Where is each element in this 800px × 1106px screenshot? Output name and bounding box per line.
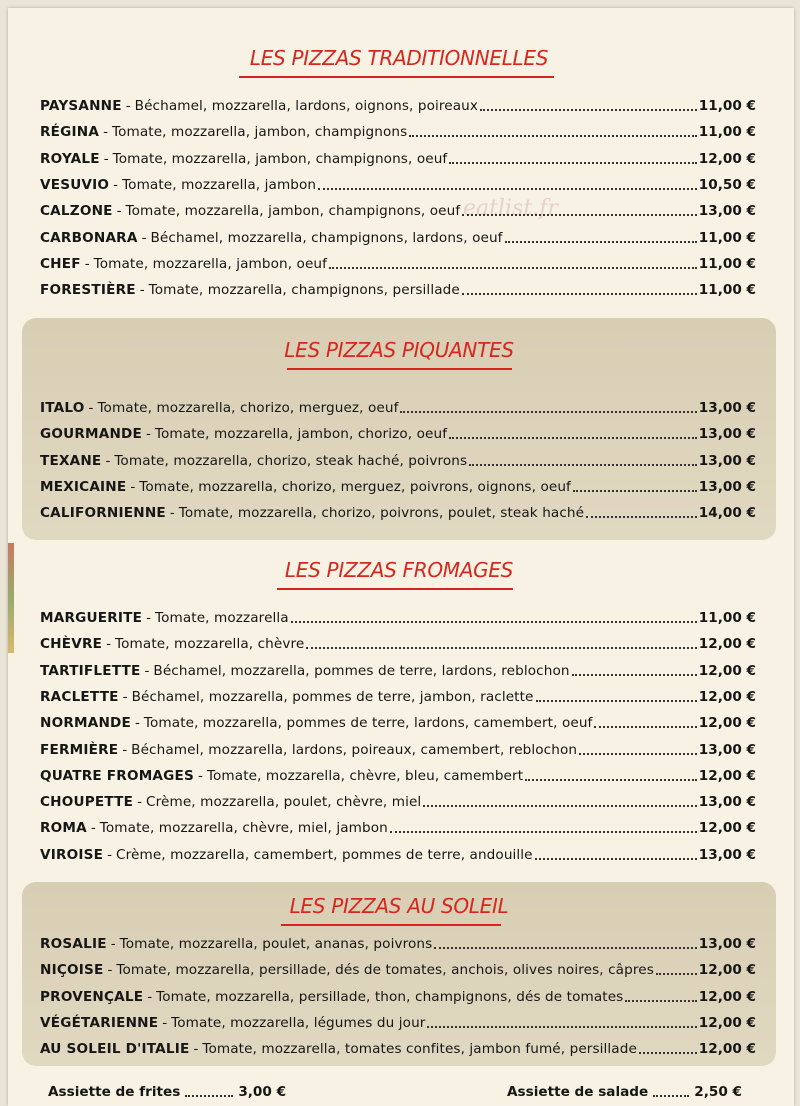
item-description: Béchamel, mozzarella, lardons, oignons, poireaux — [134, 98, 479, 114]
item-price: 12,00 € — [698, 988, 756, 1005]
item-price: 12,00 € — [698, 820, 756, 837]
item-price: 13,00 € — [698, 478, 756, 495]
item-price: 11,00 € — [698, 124, 756, 141]
item-description: Tomate, mozzarella, chèvre, miel, jambon — [99, 820, 388, 837]
item-name: AU SOLEIL D'ITALIE — [40, 1041, 190, 1058]
item-separator: - — [105, 452, 111, 469]
item-separator: - — [103, 124, 108, 141]
leader-dots — [480, 108, 697, 111]
item-separator: - — [146, 426, 151, 443]
item-name: QUATRE FROMAGES — [40, 767, 194, 784]
item-description: Béchamel, mozzarella, pommes de terre, jambon, raclette — [131, 688, 534, 705]
item-price: 11,00 € — [698, 255, 756, 272]
page-edge-decoration — [8, 543, 14, 653]
item-separator: - — [141, 229, 147, 246]
menu-item — [40, 736, 756, 758]
item-price: 12,00 € — [698, 150, 756, 167]
menu-item — [40, 499, 756, 521]
item-name: RACLETTE — [40, 688, 119, 705]
item-price: 12,00 € — [698, 1014, 756, 1031]
menu-item — [40, 683, 756, 705]
item-description: Béchamel, mozzarella, lardons, poireaux, camembert, reblochon — [131, 741, 578, 758]
leader-dots — [525, 778, 697, 781]
item-separator: - — [193, 1041, 199, 1058]
item-price: 12,00 € — [698, 962, 756, 979]
watermark: eatlist.fr — [463, 196, 558, 221]
item-description: Tomate, mozzarella, chèvre — [115, 636, 305, 653]
item-price: 12,00 € — [698, 636, 756, 653]
item-price: 12,00 € — [698, 715, 756, 732]
item-description: Tomate, mozzarella, jambon — [122, 176, 317, 193]
item-name: CALIFORNIENNE — [40, 505, 166, 522]
item-separator: - — [122, 688, 128, 705]
side-label: Assiette de frites — [48, 1084, 181, 1100]
item-name: RÉGINA — [40, 124, 100, 141]
menu-item — [40, 814, 756, 836]
menu-item — [40, 447, 756, 469]
menu-item — [40, 197, 756, 219]
item-name: MARGUERITE — [40, 610, 143, 626]
item-name: ROMA — [40, 820, 87, 837]
menu-item — [40, 145, 756, 167]
item-description: Tomate, mozzarella, persillade, thon, champignons, dés de tomates — [156, 988, 624, 1005]
item-name: MEXICAINE — [40, 478, 127, 495]
section-title: LES PIZZAS PIQUANTES — [284, 338, 514, 362]
item-price: 14,00 € — [698, 505, 756, 522]
leader-dots — [318, 187, 697, 190]
item-separator: - — [135, 715, 140, 732]
leader-dots — [505, 240, 697, 243]
leader-dots — [434, 946, 696, 949]
leader-dots — [536, 699, 697, 702]
item-price: 11,00 € — [698, 229, 756, 246]
side-salade — [507, 1080, 742, 1100]
item-description: Tomate, mozzarella, jambon, champignons — [111, 124, 408, 141]
item-separator: - — [122, 741, 128, 758]
leader-dots — [462, 213, 697, 216]
item-price: 12,00 € — [698, 662, 756, 679]
item-price: 13,00 € — [698, 794, 756, 811]
item-separator: - — [144, 662, 150, 679]
item-description: Béchamel, mozzarella, champignons, lardons, oeuf — [150, 229, 503, 246]
menu-item — [40, 762, 756, 784]
title-underline — [277, 588, 513, 590]
leader-dots — [594, 725, 696, 728]
menu-item — [40, 171, 756, 193]
item-name: CHOUPETTE — [40, 794, 134, 811]
leader-dots — [390, 830, 697, 833]
item-separator: - — [107, 962, 113, 979]
menu-item — [40, 473, 756, 495]
leader-dots — [625, 999, 696, 1002]
item-price: 13,00 € — [698, 400, 756, 416]
item-name: ITALO — [40, 400, 85, 416]
leader-dots — [449, 436, 697, 439]
leader-dots — [449, 161, 696, 164]
title-underline — [281, 924, 501, 926]
menu-item — [40, 983, 756, 1005]
item-name: NORMANDE — [40, 715, 131, 732]
side-price: 2,50 € — [694, 1084, 742, 1100]
leader-dots — [400, 410, 696, 413]
leader-dots — [469, 463, 697, 466]
item-name: TARTIFLETTE — [40, 662, 141, 679]
item-name: FORESTIÈRE — [40, 282, 136, 299]
item-name: ROYALE — [40, 150, 100, 167]
item-price: 13,00 € — [698, 426, 756, 443]
item-separator: - — [90, 820, 96, 837]
section-traditionnelles — [22, 40, 776, 310]
item-description: Tomate, mozzarella, persillade, dés de tomates, anchois, olives noires, câpres — [116, 962, 654, 979]
item-price: 13,00 € — [698, 936, 756, 952]
item-description: Tomate, mozzarella, jambon, oeuf — [93, 255, 328, 272]
item-name: CARBONARA — [40, 229, 138, 246]
title-underline — [287, 368, 512, 370]
section-fromages — [22, 548, 776, 868]
leader-dots — [291, 620, 697, 623]
leader-dots — [656, 972, 697, 975]
menu-item — [40, 250, 756, 272]
item-description: Béchamel, mozzarella, pommes de terre, lardons, reblochon — [153, 662, 570, 679]
item-description: Crème, mozzarella, poulet, chèvre, miel — [146, 794, 422, 811]
leader-dots — [329, 266, 697, 269]
item-separator: - — [116, 203, 122, 220]
side-label: Assiette de salade — [507, 1084, 649, 1100]
item-separator: - — [169, 505, 175, 522]
leader-dots — [573, 489, 697, 492]
item-name: NIÇOISE — [40, 962, 104, 979]
item-separator: - — [162, 1014, 168, 1031]
item-separator: - — [130, 478, 136, 495]
item-separator: - — [113, 176, 119, 193]
item-description: Crème, mozzarella, camembert, pommes de terre, andouille — [116, 846, 533, 863]
section-title: LES PIZZAS AU SOLEIL — [289, 894, 509, 918]
item-description: Tomate, mozzarella, pommes de terre, lardons, camembert, oeuf — [143, 715, 593, 732]
item-separator: - — [125, 98, 131, 114]
item-price: 12,00 € — [698, 688, 756, 705]
item-price: 11,00 € — [698, 610, 756, 626]
menu-item — [40, 276, 756, 298]
item-name: VESUVIO — [40, 176, 110, 193]
leader-dots — [535, 857, 697, 860]
item-description: Tomate, mozzarella, chorizo, steak haché, poivrons — [114, 452, 468, 469]
item-price: 10,50 € — [698, 176, 756, 193]
item-price: 13,00 € — [698, 452, 756, 469]
menu-item — [40, 788, 756, 810]
menu-item — [40, 1009, 756, 1031]
item-price: 13,00 € — [698, 846, 756, 863]
menu-item — [40, 118, 756, 140]
menu-item — [40, 394, 756, 416]
leader-dots — [306, 646, 696, 649]
item-separator: - — [84, 255, 90, 272]
item-description: Tomate, mozzarella — [155, 610, 289, 626]
item-separator: - — [139, 282, 145, 299]
item-separator: - — [107, 846, 113, 863]
leader-dots — [409, 134, 696, 137]
item-name: CHÈVRE — [40, 636, 103, 653]
section-au-soleil — [22, 882, 776, 1066]
side-frites — [48, 1080, 286, 1100]
item-name: TEXANE — [40, 452, 102, 469]
item-description: Tomate, mozzarella, légumes du jour — [171, 1014, 426, 1031]
item-name: CALZONE — [40, 203, 113, 220]
item-name: PROVENÇALE — [40, 988, 144, 1005]
item-description: Tomate, mozzarella, champignons, persillade — [148, 282, 460, 299]
leader-dots — [462, 292, 697, 295]
item-price: 12,00 € — [698, 1041, 756, 1058]
menu-item — [40, 930, 756, 952]
item-price: 11,00 € — [698, 282, 756, 299]
item-price: 13,00 € — [698, 203, 756, 220]
leader-dots — [653, 1095, 689, 1097]
item-description: Tomate, mozzarella, chorizo, merguez, oeuf — [97, 400, 399, 416]
item-name: VÉGÉTARIENNE — [40, 1014, 159, 1031]
item-name: ROSALIE — [40, 936, 107, 952]
item-price: 13,00 € — [698, 741, 756, 758]
leader-dots — [427, 1025, 696, 1028]
leader-dots — [639, 1051, 697, 1054]
menu-item — [40, 92, 756, 114]
item-name: VIROISE — [40, 846, 104, 863]
item-name: GOURMANDE — [40, 426, 143, 443]
leader-dots — [423, 804, 696, 807]
item-separator: - — [88, 400, 94, 416]
menu-item — [40, 657, 756, 679]
item-name: PAYSANNE — [40, 98, 122, 114]
item-separator: - — [137, 794, 143, 811]
menu-item — [40, 420, 756, 442]
item-description: Tomate, mozzarella, jambon, champignons, oeuf — [125, 203, 461, 220]
section-title: LES PIZZAS FROMAGES — [284, 558, 514, 582]
leader-dots — [579, 752, 697, 755]
leader-dots — [185, 1095, 233, 1097]
item-price: 12,00 € — [698, 767, 756, 784]
item-description: Tomate, mozzarella, chèvre, bleu, camembert — [206, 767, 524, 784]
menu-item — [40, 224, 756, 246]
section-piquantes — [22, 318, 776, 540]
item-separator: - — [106, 636, 112, 653]
item-separator: - — [110, 936, 116, 952]
section-title: LES PIZZAS TRADITIONNELLES — [249, 46, 549, 70]
item-description: Tomate, mozzarella, chorizo, merguez, poivrons, oignons, oeuf — [139, 478, 571, 495]
menu-item — [40, 956, 756, 978]
side-price: 3,00 € — [238, 1084, 287, 1100]
leader-dots — [572, 673, 697, 676]
item-name: CHEF — [40, 255, 81, 272]
item-description: Tomate, mozzarella, jambon, chorizo, oeuf — [154, 426, 448, 443]
title-underline — [239, 76, 554, 78]
item-separator: - — [146, 610, 151, 626]
menu-item — [40, 604, 756, 626]
menu-item — [40, 709, 756, 731]
item-description: Tomate, mozzarella, tomates confites, jambon fumé, persillade — [202, 1041, 637, 1058]
item-price: 11,00 € — [698, 98, 756, 114]
item-separator: - — [198, 767, 203, 784]
leader-dots — [586, 515, 697, 518]
menu-item — [40, 841, 756, 863]
menu-item — [40, 630, 756, 652]
item-description: Tomate, mozzarella, chorizo, poivrons, poulet, steak haché — [178, 505, 585, 522]
item-description: Tomate, mozzarella, poulet, ananas, poivrons — [119, 936, 433, 952]
item-separator: - — [147, 988, 153, 1005]
item-separator: - — [103, 150, 109, 167]
item-description: Tomate, mozzarella, jambon, champignons, oeuf — [112, 150, 448, 167]
item-name: FERMIÈRE — [40, 741, 119, 758]
menu-item — [40, 1035, 756, 1057]
